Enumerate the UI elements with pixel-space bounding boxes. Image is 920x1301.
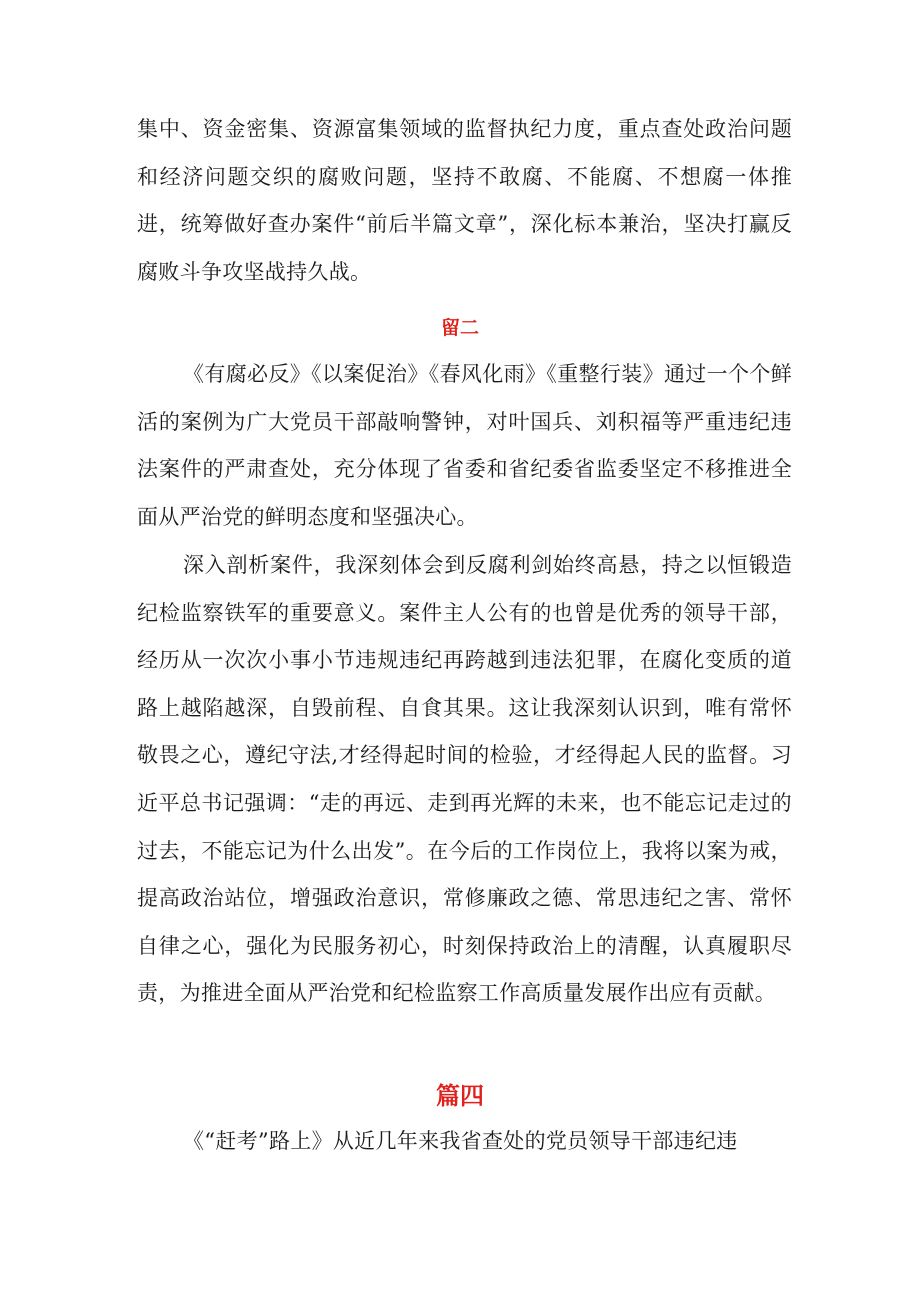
paragraph-block-2 [137,351,792,541]
section-heading-liu-er: 留二 [440,317,479,339]
paragraph-block-1 [137,106,792,296]
body-paragraph: 《“赶考”路上》从近几年来我省查处的党员领导干部违纪违 [183,1129,738,1153]
body-paragraph: 深入剖析案件，我深刻体会到反腐利剑始终高悬，持之以恒锻造纪检监察铁军的重要意义。案件主人公有的也曾是优秀的领导干部，经历从一次次小事小节违规违纪再跨越到违法犯罪，在腐化变质的道路上越陷越深，自毁前程、自食其果。这让我深刻认识到，唯有常怀敬畏之心，遵纪守法,才经得起时间的检验，才经得起人民的监督。习近平总书记强调：“走的再远、走到再光辉的未来，也不能忘记走过的过去，不能忘记为什么出发”。在今后的工作岗位上，我将以案为戒，提高政治站位，增强政治意识，常修廉政之德、常思违纪之害、常怀自律之心，强化为民服务初心，时刻保持政治上的清醒，认真履职尽责，为推进全面从严治党和纪检监察工作高质量发展作出应有贡献。 [137,553,792,1006]
body-paragraph: 集中、资金密集、资源富集领域的监督执纪力度，重点查处政治问题和经济问题交织的腐败问题，坚持不敢腐、不能腐、不想腐一体推进，统筹做好查办案件“前后半篇文章”，深化标本兼治，坚决打赢反腐败斗争攻坚战持久战。 [137,117,792,284]
body-paragraph: 《有腐必反》《以案促治》《春风化雨》《重整行装》通过一个个鲜活的案例为广大党员干部敲响警钟，对叶国兵、刘积福等严重违纪违法案件的严肃查处，充分体现了省委和省纪委省监委坚定不移推进全面从严治党的鲜明态度和坚强决心。 [137,362,792,529]
paragraph-block-3 [137,542,792,1018]
section-heading-pian-si: 篇四 [436,1082,484,1110]
paragraph-block-4 [137,1118,792,1166]
